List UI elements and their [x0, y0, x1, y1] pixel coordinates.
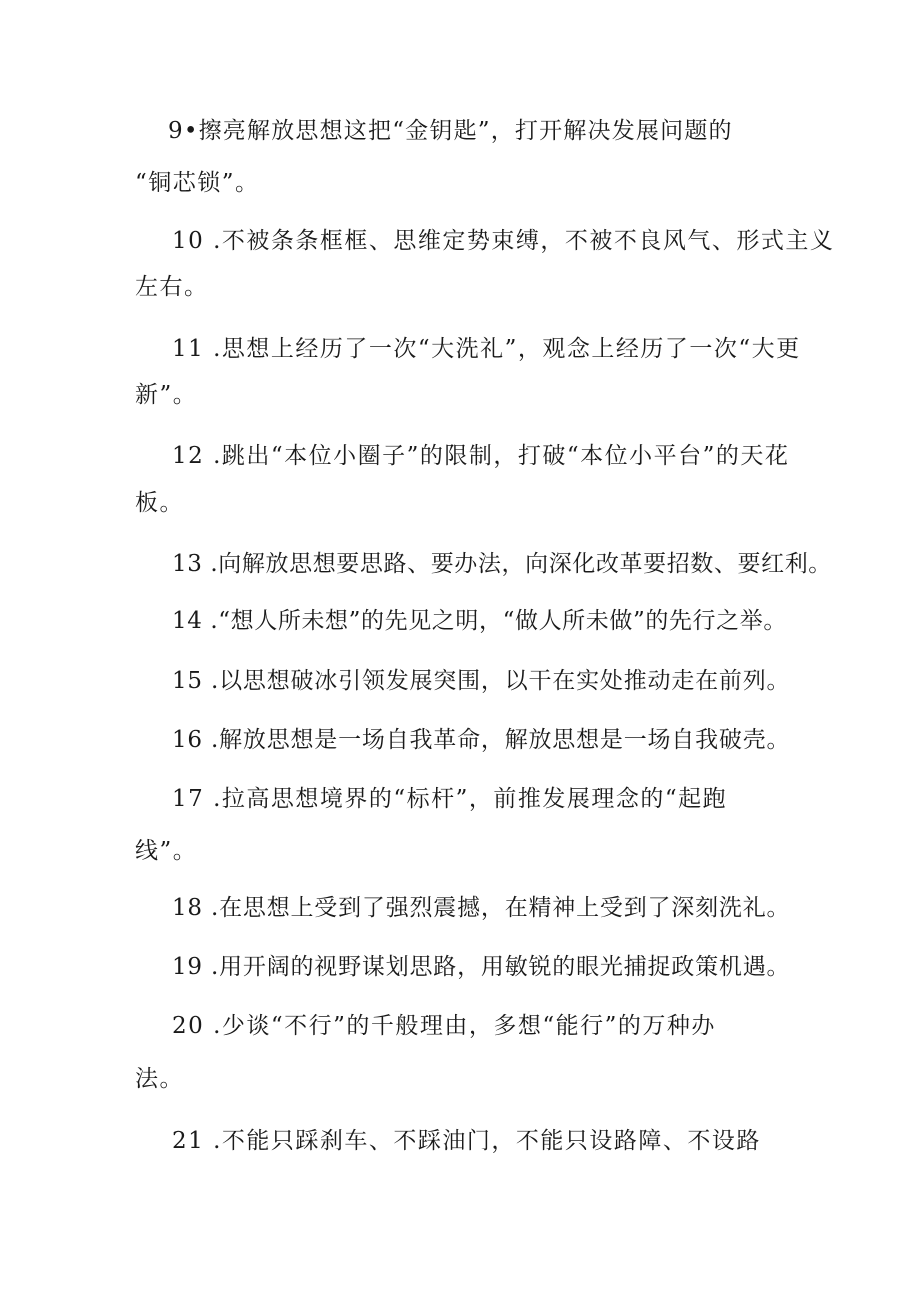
item-text: •擦亮解放思想这把“金钥匙”，打开解决发展问题的 — [183, 118, 733, 144]
item-9-line-1 — [168, 116, 733, 146]
item-10-line-1 — [172, 226, 834, 256]
item-text: .跳出“本位小圈子”的限制，打破“本位小平台”的天花 — [204, 443, 790, 469]
item-14-line-1 — [172, 606, 787, 636]
item-text: .向解放思想要思路、要办法，向深化改革要招数、要红利。 — [202, 551, 832, 577]
item-number: 19 — [172, 954, 203, 980]
item-number: 15 — [172, 668, 203, 694]
item-number: 10 — [172, 228, 205, 254]
item-12-line-1 — [172, 441, 789, 471]
item-21-line-1 — [172, 1126, 761, 1156]
item-number: 18 — [172, 895, 203, 921]
item-text: .在思想上受到了强烈震撼，在精神上受到了深刻洗礼。 — [202, 895, 791, 921]
item-text: .拉高思想境界的“标杆”，前推发展理念的“起跑 — [204, 786, 728, 812]
item-text: .不能只踩刹车、不踩油门，不能只设路障、不设路 — [204, 1128, 761, 1154]
item-17-line-1 — [172, 784, 727, 814]
item-12-line-2: 板。 — [135, 490, 184, 516]
item-number: 20 — [172, 1013, 205, 1039]
item-15-line-1 — [172, 666, 790, 696]
item-text: .解放思想是一场自我革命，解放思想是一场自我破壳。 — [202, 727, 791, 753]
item-text: .少谈“不行”的千般理由，多想“能行”的万种办 — [204, 1013, 716, 1039]
item-text: .用开阔的视野谋划思路，用敏锐的眼光捕捉政策机遇。 — [202, 954, 791, 980]
item-number: 12 — [172, 443, 205, 469]
item-19-line-1 — [172, 952, 790, 982]
item-11-line-2: 新”。 — [135, 382, 198, 408]
item-number: 17 — [172, 786, 205, 812]
item-number: 11 — [172, 336, 205, 362]
item-text: .思想上经历了一次“大洗礼”，观念上经历了一次“大更 — [204, 336, 801, 362]
item-10-line-2: 左右。 — [135, 274, 209, 300]
item-text: .不被条条框框、思维定势束缚，不被不良风气、形式主义 — [204, 228, 835, 254]
item-number: 13 — [172, 551, 203, 577]
item-16-line-1 — [172, 725, 790, 755]
item-text: .“想人所未想”的先见之明，“做人所未做”的先行之举。 — [202, 608, 787, 634]
item-number: 9 — [168, 118, 184, 144]
item-11-line-1 — [172, 334, 801, 364]
item-17-line-2: 线”。 — [135, 838, 198, 864]
item-20-line-1 — [172, 1011, 716, 1041]
item-number: 16 — [172, 727, 203, 753]
item-number: 14 — [172, 608, 203, 634]
item-18-line-1 — [172, 893, 790, 923]
item-text: .以思想破冰引领发展突围，以干在实处推动走在前列。 — [202, 668, 791, 694]
item-13-line-1 — [172, 549, 832, 579]
item-20-line-2: 法。 — [135, 1066, 184, 1092]
item-number: 21 — [172, 1128, 205, 1154]
item-9-line-2: “铜芯锁”。 — [135, 170, 260, 196]
